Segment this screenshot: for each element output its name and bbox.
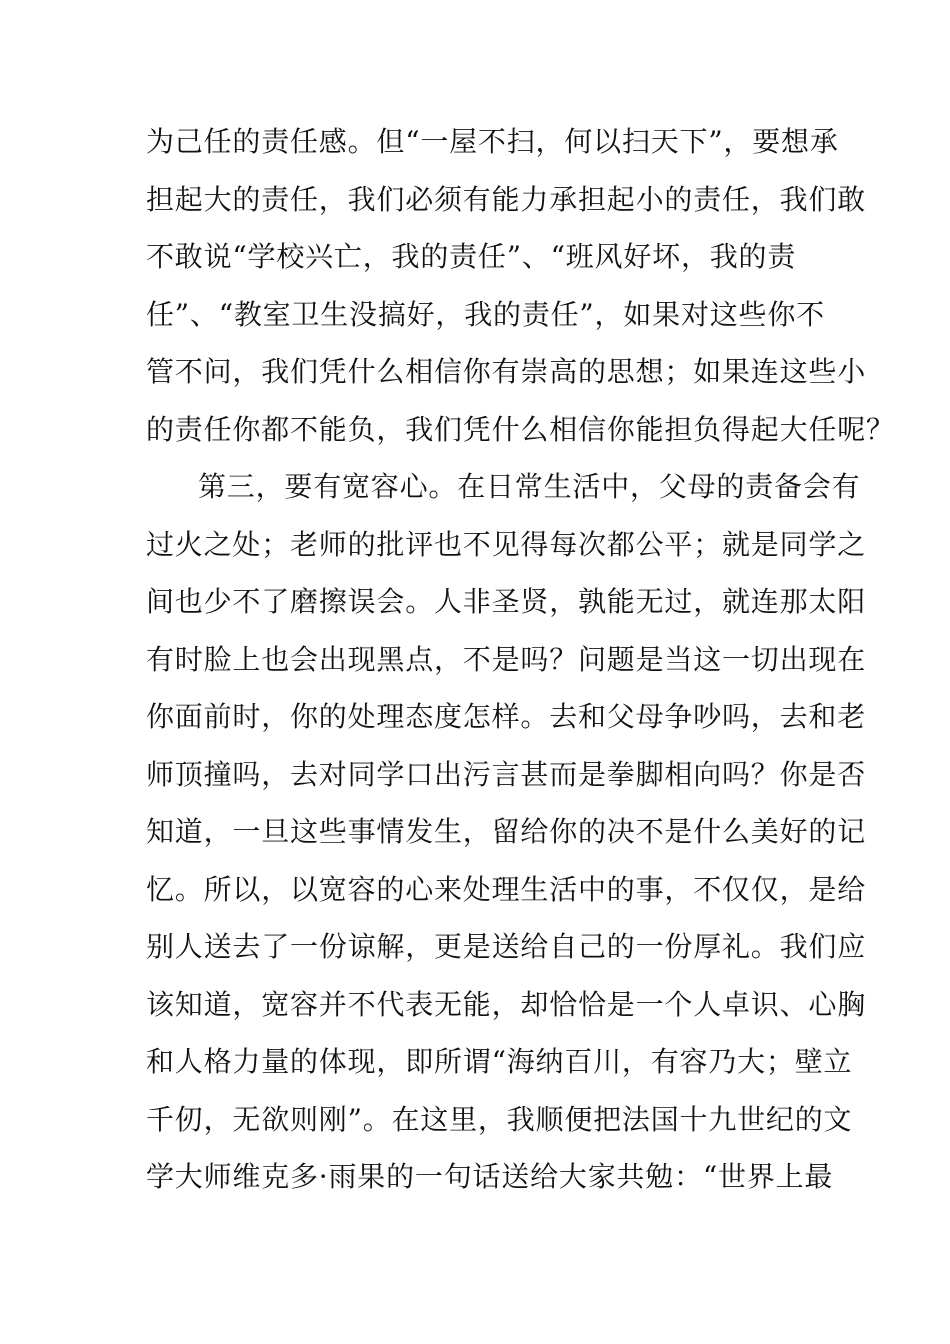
- text-line: 有时脸上也会出现黑点，不是吗？问题是当这一切出现在: [146, 642, 867, 676]
- text-line: 知道，一旦这些事情发生，留给你的决不是什么美好的记: [146, 815, 867, 848]
- text-line: 过火之处；老师的批评也不见得每次都公平；就是同学之: [146, 527, 867, 561]
- text-line: 间也少不了磨擦误会。人非圣贤，孰能无过，就连那太阳: [146, 585, 867, 618]
- text-line: 和人格力量的体现，即所谓“海纳百川，有容乃大；壁立: [146, 1045, 853, 1078]
- text-line: 担起大的责任，我们必须有能力承担起小的责任，我们敢: [146, 182, 867, 216]
- body-text: [146, 113, 895, 1206]
- text-line: 你面前时，你的处理态度怎样。去和父母争吵吗，去和老: [146, 700, 867, 733]
- text-line: 学大师维克多·雨果的一句话送给大家共勉：“世界上最: [146, 1160, 834, 1193]
- text-line: 的责任你都不能负，我们凭什么相信你能担负得起大任呢？: [146, 412, 895, 446]
- text-line: 管不问，我们凭什么相信你有崇高的思想；如果连这些小: [146, 355, 867, 388]
- text-line: 不敢说“学校兴亡，我的责任”、“班风好坏，我的责: [146, 240, 797, 273]
- text-line: 为己任的责任感。但“一屋不扫，何以扫天下”，要想承: [146, 125, 839, 158]
- text-line: 任”、“教室卫生没搞好，我的责任”，如果对这些你不: [146, 297, 825, 331]
- text-line: 千仞，无欲则刚”。在这里，我顺便把法国十九世纪的文: [146, 1102, 853, 1136]
- text-line: 师顶撞吗，去对同学口出污言甚而是拳脚相向吗？你是否: [146, 757, 867, 791]
- text-line: 忆。所以，以宽容的心来处理生活中的事，不仅仅，是给: [146, 872, 867, 906]
- text-line: 该知道，宽容并不代表无能，却恰恰是一个人卓识、心胸: [146, 987, 867, 1021]
- paragraph-start-line: 第三，要有宽容心。在日常生活中，父母的责备会有: [198, 470, 861, 503]
- text-line: 别人送去了一份谅解，更是送给自己的一份厚礼。我们应: [146, 930, 867, 963]
